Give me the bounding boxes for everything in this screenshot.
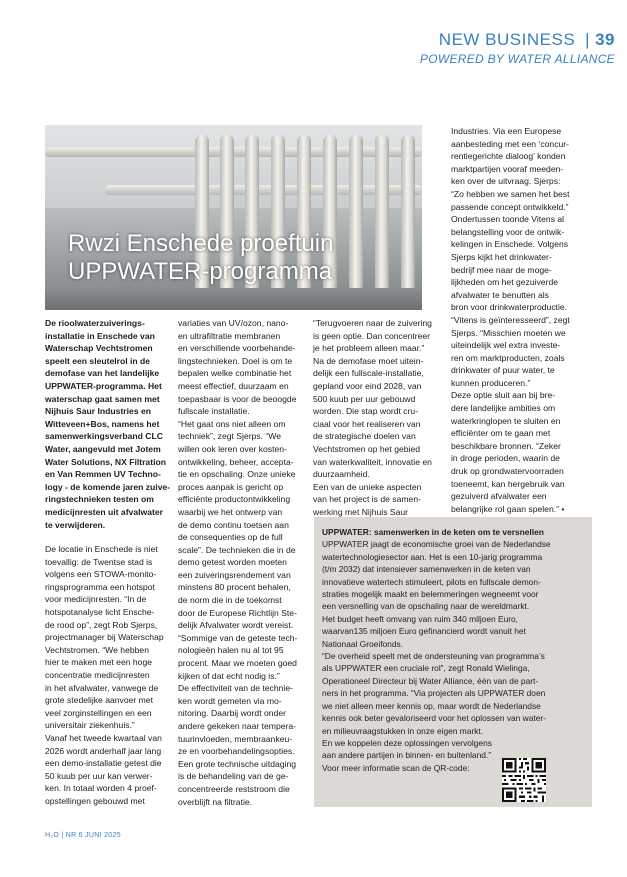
infobox-line: watertechnologiesector aan. Het is een 10-jarig programma [322,551,543,562]
body-line: Een van de unieke aspecten [313,481,422,492]
body-line: Industries. Via een Europese [451,126,562,136]
body-line: rentiegerichte dialoog’ konden [451,151,566,162]
body-line: de strategische doelen van [313,431,416,442]
body-line: de rood op”, zegt Rob Sjerps, [45,619,158,630]
lead-line: en Van Remmen UV Techno- [45,469,161,480]
body-line: druk op grondwatervoorraden [451,466,564,477]
photo-pipe [401,135,415,310]
lead-line: medicijnresten uit afvalwater [45,506,163,517]
infobox-line: (t/m 2032) dat intensiever samenwerken in de keten van [322,564,531,575]
body-line: 2026 wordt anderhalf jaar lang [45,745,162,756]
body-line: is de behandeling van de ge- [178,771,289,782]
body-line: “Terugvoeren naar de zuivering [313,318,432,328]
infobox-line: innovatieve watertech stimuleert, pilots en fullscale demon- [322,576,541,587]
infobox-line: we niet alleen meer kennis op, maar wordt de Nederlandse [322,700,541,711]
body-line: duurzaamheid. [313,469,370,480]
lead-line: Nijhuis Saur Industries en [45,406,152,417]
lead-line: Water, aangevuld met Jotem [45,443,161,454]
body-line: afvalwater te benutten als [451,289,549,300]
header-separator: | [585,30,591,49]
infobox-content [322,526,584,774]
body-line: “Vitens is geïnteresseerd”, zegt [451,314,570,325]
body-line: worden. Die stap wordt cru- [313,406,419,417]
page-number: 39 [595,30,615,49]
body-line: Vechtstromen op het gebied [313,443,421,454]
body-line: toevallig: de Twentse stad is [45,556,153,567]
infobox-line: UPPWATER jaagt de economische groei van de Nederlandse [322,539,551,550]
body-line: marktpartijen vooraf meeden- [451,163,564,174]
body-line: door de Europese Richtlijn Ste- [178,607,297,618]
page-footer: H₂O | NR 6 JUNI 2025 [45,832,121,839]
body-line: projectmanager bij Waterschap [45,632,164,643]
body-line: meest effectief, duurzaam en [178,380,289,391]
body-line: Ondertussen toonde Vitens al [451,214,565,225]
lead-line: Waterschap Vechtstromen [45,343,153,354]
body-line: belangrijke rol gaan spelen.” • [451,503,565,514]
body-line: nitoring. Daarbij wordt onder [178,708,286,719]
body-line: kijken of dat echt nodig is.” [178,670,280,681]
body-line: de consequenties op de full [178,532,283,543]
uppwater-infobox [314,517,592,807]
body-line: volgens een STOWA-monito- [45,569,157,580]
body-line: toeneemt, kan hergebruik van [451,478,565,489]
infobox-line: Nationaal Groeifonds. [322,638,404,649]
body-line: hier te maken met een hoge [45,657,153,668]
lead-line: installatie in Enschede van [45,330,155,341]
body-line: “Sommige van de geteste tech- [178,632,298,643]
infobox-line: Voor meer informatie scan de QR-code: [322,762,470,773]
lead-line: waterschap gaat samen met [45,393,160,404]
body-line: Deze optie sluit aan bij bre- [451,390,556,401]
body-line: delijk Afvalwater wordt vereist. [178,620,294,631]
body-line: concentratie medicijnresten [45,670,150,681]
body-line: uiteindelijk wel extra investe- [451,340,561,351]
body-line: bedrijf mee naar de moge- [451,264,552,275]
body-line: hotspotanalyse licht Ensche- [45,607,155,618]
body-line: opstellingen gebouwd met [45,795,145,806]
text-column-1 [45,317,173,808]
body-line: ken over de uitvraag. Sjerps: [451,176,561,187]
infobox-line: En we koppelen deze oplossingen vervolgens [322,737,492,748]
body-line: van waterkwaliteit, innovatie en [313,456,432,467]
lead-line: logy - de komende jaren zuive- [45,481,171,492]
body-line: drinkwater of puur water, te [451,365,555,376]
body-line: minstens 80 procent behalen, [178,582,291,593]
paragraph-gap [45,531,173,543]
body-line: procent. Maar we moeten goed [178,658,297,669]
infobox-line: aan andere partijen in binnen- en buitenland.” [322,750,492,761]
body-line: van het project is de samen- [313,494,421,505]
body-line: lijkheden om het gezuiverde [451,277,559,288]
body-line: ren om marktproducten, zoals [451,352,565,363]
page-header [420,30,615,66]
section-subtitle: POWERED BY WATER ALLIANCE [419,52,615,66]
body-line: en verschillende voorbehande- [178,343,296,354]
body-line: tie en opschaling. Onze unieke [178,469,296,480]
body-line: waterkringlopen te sluiten en [451,415,561,426]
body-line: werking met Nijhuis Saur [313,506,409,517]
infobox-line: als UPPWATER een cruciale rol”, zegt Ronald Wielinga, [322,663,530,674]
body-line: en ultrafiltratie membranen [178,330,281,341]
body-line: ciaal voor het realiseren van [313,418,421,429]
body-line: concentreerde reststroom die [178,783,290,794]
lead-line: speelt een sleutelrol in de [45,355,151,366]
body-line: belangstelling voor de ontwik- [451,226,565,237]
infobox-line: ners in het programma. “Via projecten als UPPWATER doen [322,688,546,699]
body-line: 50 kuub per uur kan verwer- [45,770,153,781]
lead-line: ringstechnieken testen om [45,494,154,505]
body-line: waarbij we het ontwerp van [178,506,283,517]
infobox-title: UPPWATER: samenwerken in de keten om te versnellen [322,527,544,537]
body-line: Een grote technische uitdaging [178,758,297,769]
infobox-line: Het budget heeft omvang van ruim 340 miljoen Euro, [322,613,518,624]
body-line: universitair ziekenhuis.” [45,720,135,731]
infobox-line: kennis ook beter gevaloriseerd voor het oplossen van water- [322,713,546,724]
lead-line: Witteveen+Bos, namens het [45,418,160,429]
body-line: dere landelijke ambities om [451,403,556,414]
article-title-line: Rwzi Enschede proeftuin [68,230,334,257]
body-line: lingstechnieken. Doel is om te [178,355,293,366]
body-line: nologieën halen nu al tot 95 [178,645,284,656]
body-line: grote stedelijke aanvoer met [45,695,153,706]
body-line: fullscale installatie. [178,406,250,417]
infobox-line: en milieuvraagstukken in onze eigen markt. [322,725,484,736]
body-line: een zuiveringsrendement van [178,569,291,580]
body-line: Vechtstromen. “We hebben [45,644,149,655]
body-line: toepasbaar is voor de beoogde [178,393,297,404]
body-line: Na de demofase moet uitein- [313,355,424,366]
body-line: ringsprogramma een hotspot [45,581,155,592]
body-line: Sjerps. “Misschien moeten we [451,327,566,338]
body-line: andere gekeken naar tempera- [178,721,297,731]
body-line: ken wordt gemeten via mo- [178,695,282,706]
body-line: variaties van UV/ozon, nano- [178,318,289,328]
text-column-2 [178,317,308,808]
body-line: De effectiviteit van de technie- [178,683,293,694]
body-line: “Het gaat ons niet alleen om [178,418,286,429]
body-line: scale”. De technieken die in de [178,544,296,555]
body-line: ken. In totaal worden 4 proef- [45,783,157,794]
article-title [68,230,378,286]
body-line: willen ook leren over kosten- [178,443,287,454]
body-line: in droge perioden, waarin de [451,453,560,464]
body-line: voor medicijnresten. “In de [45,594,147,605]
body-line: kelingen in Enschede. Volgens [451,239,569,250]
photo-floor [45,288,422,310]
text-column-4 [451,125,591,515]
lead-line: demofase van het landelijke [45,368,160,379]
lead-line: te verwijderen. [45,519,106,530]
body-line: “Zo hebben we samen het best [451,188,570,199]
infobox-line: een versnelling van de opschaling naar de wereldmarkt. [322,601,530,612]
body-line: efficiënte productontwikkeling [178,494,291,505]
body-line: veel zorginstellingen en een [45,707,152,718]
article-title-line: UPPWATER-programma [68,258,333,285]
body-line: tuurinvloeden, membraankeu- [178,733,293,744]
body-line: 500 kuub per uur gebouwd [313,393,416,404]
qr-code[interactable] [502,758,546,802]
body-line: proces aanpak is gericht op [178,481,284,492]
body-line: De locatie in Enschede is niet [45,544,158,555]
header-line [420,30,615,50]
lead-line: samenwerkingsverband CLC [45,431,163,442]
body-line: is geen optie. Dan concentreer [313,330,431,341]
body-line: demo getest worden moeten [178,557,287,568]
body-line: bron voor drinkwaterproductie. [451,302,568,313]
body-line: gepland voor eind 2028, van [313,380,422,391]
body-line: beschikbare bronnen. “Zeker [451,440,561,451]
body-line: techniek”, zegt Sjerps. “We [178,431,282,442]
body-line: je het probleem alleen maar.” [313,343,425,354]
body-line: passende concept ontwikkeld.” [451,201,569,212]
infobox-line: straties mogelijk maakt en belemmeringen wegneemt voor [322,589,539,600]
body-line: kunnen produceren.” [451,377,531,388]
body-line: overblijft na filtratie. [178,796,253,807]
body-line: een demo-installatie getest die [45,758,162,769]
body-line: efficiënter om te gaan met [451,428,551,439]
body-line: aanbesteding met een ‘concur- [451,138,570,149]
text-column-3 [313,317,448,519]
body-line: de demo continu toetsen aan [178,519,289,530]
qr-code-graphic [502,758,546,802]
body-line: delijk een fullscale-installatie, [313,368,424,379]
lead-line: UPPWATER-programma. Het [45,380,162,391]
infobox-line: Operationeel Directeur bij Water Alliance, één van de part- [322,675,539,686]
body-line: de norm die in de toekomst [178,595,282,606]
lead-line: De rioolwaterzuiverings- [45,318,145,328]
body-line: Sjerps kijkt het drinkwater- [451,251,552,262]
infobox-line: “De overheid speelt met de ondersteuning van programma’s [322,651,545,662]
lead-line: Water Solutions, NX Filtration [45,456,166,467]
body-line: Vanaf het tweede kwartaal van [45,733,162,743]
body-line: gezuiverd afvalwater een [451,491,547,502]
body-line: in het afvalwater, vanwege de [45,682,159,693]
infobox-line: waarvan135 miljoen Euro gefinancierd wordt vanuit het [322,626,526,637]
body-line: ontwikkeling, beheer, accepta- [178,456,294,467]
section-title: NEW BUSINESS [438,30,576,49]
body-line: ze en voorbehandelingsopties. [178,746,295,757]
body-line: bepalen welke combinatie het [178,368,292,379]
